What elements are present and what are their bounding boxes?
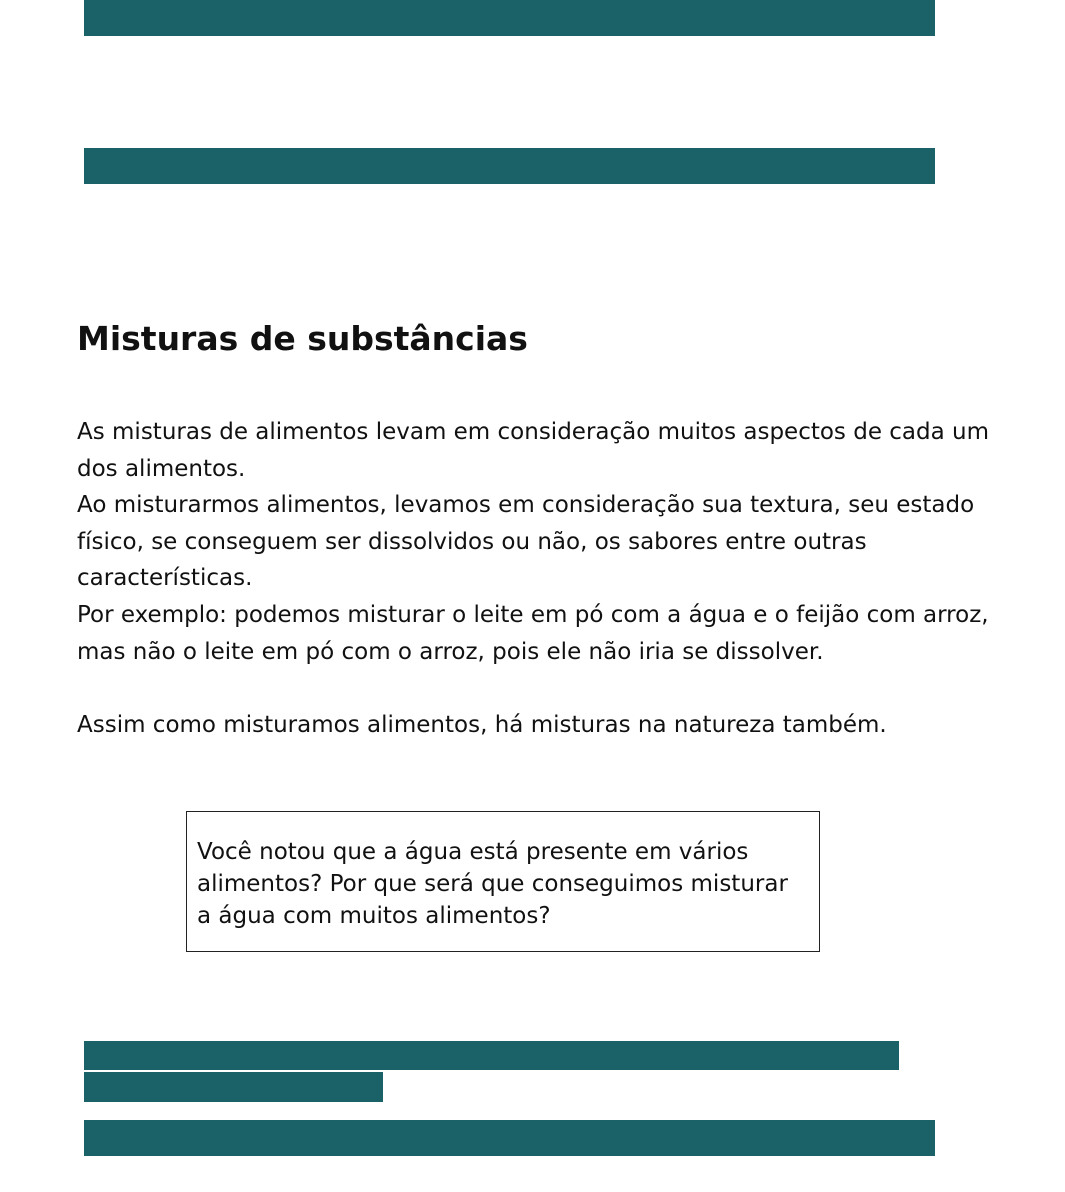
paragraph-1: As misturas de alimentos levam em consideração muitos aspectos de cada um dos alimentos. <box>77 419 990 482</box>
paragraph-2: Ao misturarmos alimentos, levamos em consideração sua textura, seu estado físico, se conseguem ser dissolvidos ou não, os sabores entre outras características. <box>77 492 975 592</box>
header-bar-second <box>84 148 935 184</box>
header-bar-top <box>84 0 935 36</box>
question-text: Você notou que a água está presente em vários alimentos? Por que será que conseguimos misturar a água com muitos alimentos? <box>197 839 788 929</box>
section-heading: Misturas de substâncias <box>77 319 528 358</box>
paragraph-spacer <box>77 670 997 707</box>
question-box <box>186 811 820 952</box>
footer-bar-short <box>84 1072 383 1102</box>
footer-bar-bottom <box>84 1120 935 1156</box>
footer-bar-long <box>84 1041 899 1070</box>
body-text <box>77 414 997 743</box>
paragraph-3: Por exemplo: podemos misturar o leite em pó com a água e o feijão com arroz, mas não o leite em pó com o arroz, pois ele não iria se dissolver. <box>77 601 989 665</box>
paragraph-4: Assim como misturamos alimentos, há misturas na natureza também. <box>77 711 887 738</box>
